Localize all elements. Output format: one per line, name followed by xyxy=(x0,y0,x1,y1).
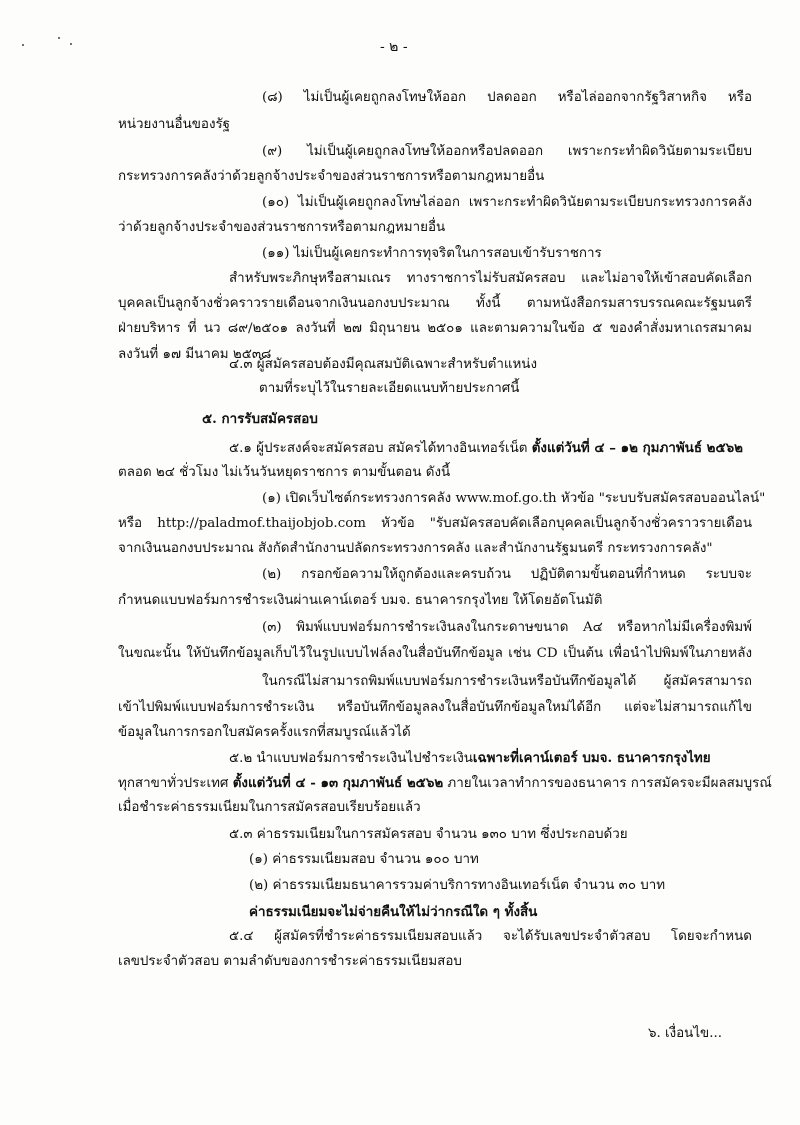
paragraph-line: ในขณะนั้น ให้บันทึกข้อมูลเก็บไว้ในรูปแบบไฟล์ลงในสื่อบันทึกข้อมูล เช่น CD เป็นต้น เพื่อนำไปพิมพ์ในภายหลัง xyxy=(118,646,752,661)
text-run: ๕.๑ ผู้ประสงค์จะสมัครสอบ สมัครได้ทางอินเทอร์เน็ต xyxy=(229,441,532,456)
paragraph-line: กระทรวงการคลังว่าด้วยลูกจ้างประจำของส่วนราชการหรือตามกฎหมายอื่น xyxy=(118,169,545,184)
paragraph-line: ลงวันที่ ๑๗ มีนาคม ๒๕๓๘ xyxy=(118,347,272,362)
paragraph-line: (๒) ค่าธรรมเนียมธนาคารรวมค่าบริการทางอินเทอร์เน็ต จำนวน ๓๐ บาท xyxy=(249,878,666,893)
paragraph-line-bold: ค่าธรรมเนียมจะไม่จ่ายคืนให้ไม่ว่ากรณีใด ๆ ทั้งสิ้น xyxy=(249,904,538,920)
paragraph-line xyxy=(229,747,711,770)
paragraph-line: หรือ http://paladmof.thaijobjob.com หัวข้อ "รับสมัครสอบคัดเลือกบุคคลเป็นลูกจ้างชั่วคราวรายเดือน xyxy=(118,516,752,531)
paragraph-line: บุคคลเป็นลูกจ้างชั่วคราวรายเดือนจากเงินนอกงบประมาณ ทั้งนี้ ตามหนังสือกรมสารบรรณคณะรัฐมนตรี xyxy=(118,296,752,311)
paragraph-line: (๑๐) ไม่เป็นผู้เคยถูกลงโทษไล่ออก เพราะกระทำผิดวินัยตามระเบียบกระทรวงการคลัง xyxy=(262,195,752,210)
text-run-bold: ตั้งแต่วันที่ ๔ - ๑๓ กุมภาพันธ์ ๒๕๖๒ xyxy=(232,775,444,791)
text-run: ทุกสาขาทั่วประเทศ xyxy=(118,776,233,791)
scan-speck xyxy=(22,44,24,46)
paragraph-line: เข้าไปพิมพ์แบบฟอร์มการชำระเงิน หรือบันทึกข้อมูลลงในสื่อบันทึกข้อมูลใหม่ได้อีก แต่จะไม่สามารถแก้ไข xyxy=(118,700,752,715)
paragraph-line: ๔.๓ ผู้สมัครสอบต้องมีคุณสมบัติเฉพาะสำหรับตำแหน่ง xyxy=(229,357,538,372)
paragraph-line: จากเงินนอกงบประมาณ สังกัดสำนักงานปลัดกระทรวงการคลัง และสำนักงานรัฐมนตรี กระทรวงการคลัง" xyxy=(118,541,713,556)
paragraph-line: (๑) เปิดเว็บไซต์กระทรวงการคลัง www.mof.go.th หัวข้อ "ระบบรับสมัครสอบออนไลน์" xyxy=(262,491,766,506)
paragraph-line xyxy=(229,437,743,460)
paragraph-line: ข้อมูลในการกรอกใบสมัครครั้งแรกที่สมบูรณ์แล้วได้ xyxy=(118,725,411,740)
paragraph-line: เลขประจำตัวสอบ ตามลำดับของการชำระค่าธรรมเนียมสอบ xyxy=(118,954,462,969)
section-heading: ๕. การรับสมัครสอบ xyxy=(202,411,318,427)
paragraph-line: (๘) ไม่เป็นผู้เคยถูกลงโทษให้ออก ปลดออก หรือไล่ออกจากรัฐวิสาหกิจ หรือ xyxy=(262,90,752,105)
paragraph-line: (๑) ค่าธรรมเนียมสอบ จำนวน ๑๐๐ บาท xyxy=(249,852,479,867)
scan-speck xyxy=(58,37,60,39)
text-run: ๕.๒ นำแบบฟอร์มการชำระเงินไปชำระเงิน xyxy=(229,751,473,766)
paragraph-line xyxy=(118,772,772,795)
paragraph-line: (๙) ไม่เป็นผู้เคยถูกลงโทษให้ออกหรือปลดออก เพราะกระทำผิดวินัยตามระเบียบ xyxy=(262,144,752,159)
text-run-bold: เฉพาะที่เคาน์เตอร์ บมจ. ธนาคารกรุงไทย xyxy=(472,750,711,766)
scan-speck xyxy=(70,43,72,45)
page-number: - ๒ - xyxy=(380,39,408,55)
paragraph-line: (๒) กรอกข้อความให้ถูกต้องและครบถ้วน ปฏิบัติตามขั้นตอนที่กำหนด ระบบจะ xyxy=(262,567,752,582)
paragraph-line: ๕.๔ ผู้สมัครที่ชำระค่าธรรมเนียมสอบแล้ว จะได้รับเลขประจำตัวสอบ โดยจะกำหนด xyxy=(229,929,752,944)
continuation-note: ๖. เงื่อนไข... xyxy=(648,1026,722,1041)
paragraph-line: สำหรับพระภิกษุหรือสามเณร ทางราชการไม่รับสมัครสอบ และไม่อาจให้เข้าสอบคัดเลือก xyxy=(229,271,752,286)
paragraph-line: กำหนดแบบฟอร์มการชำระเงินผ่านเคาน์เตอร์ บมจ. ธนาคารกรุงไทย ให้โดยอัตโนมัติ xyxy=(118,593,603,608)
text-run: ภายในเวลาทำการของธนาคาร การสมัครจะมีผลสมบูรณ์ xyxy=(443,776,772,791)
paragraph-line: ๕.๓ ค่าธรรมเนียมในการสมัครสอบ จำนวน ๑๓๐ บาท ซึ่งประกอบด้วย xyxy=(229,827,628,842)
paragraph-line: ฝ่ายบริหาร ที่ นว ๘๙/๒๕๐๑ ลงวันที่ ๒๗ มิถุนายน ๒๕๐๑ และตามความในข้อ ๕ ของคำสั่งมหาเถรสมาคม xyxy=(118,321,752,336)
paragraph-line: (๓) พิมพ์แบบฟอร์มการชำระเงินลงในกระดาษขนาด A๔ หรือหากไม่มีเครื่องพิมพ์ xyxy=(262,620,752,635)
paragraph-line: ว่าด้วยลูกจ้างประจำของส่วนราชการหรือตามกฎหมายอื่น xyxy=(118,220,446,235)
paragraph-line: (๑๑) ไม่เป็นผู้เคยกระทำการทุจริตในการสอบเข้ารับราชการ xyxy=(262,246,602,261)
paragraph-line: หน่วยงานอื่นของรัฐ xyxy=(118,117,231,132)
paragraph-line: เมื่อชำระค่าธรรมเนียมในการสมัครสอบเรียบร้อยแล้ว xyxy=(118,800,421,815)
paragraph-line: ตลอด ๒๔ ชั่วโมง ไม่เว้นวันหยุดราชการ ตามขั้นตอน ดังนี้ xyxy=(118,465,451,480)
text-run-bold: ตั้งแต่วันที่ ๔ – ๑๒ กุมภาพันธ์ ๒๕๖๒ xyxy=(531,440,743,456)
paragraph-line: ตามที่ระบุไว้ในรายละเอียดแนบท้ายประกาศนี้ xyxy=(259,381,520,396)
paragraph-line: ในกรณีไม่สามารถพิมพ์แบบฟอร์มการชำระเงินหรือบันทึกข้อมูลได้ ผู้สมัครสามารถ xyxy=(262,674,752,689)
